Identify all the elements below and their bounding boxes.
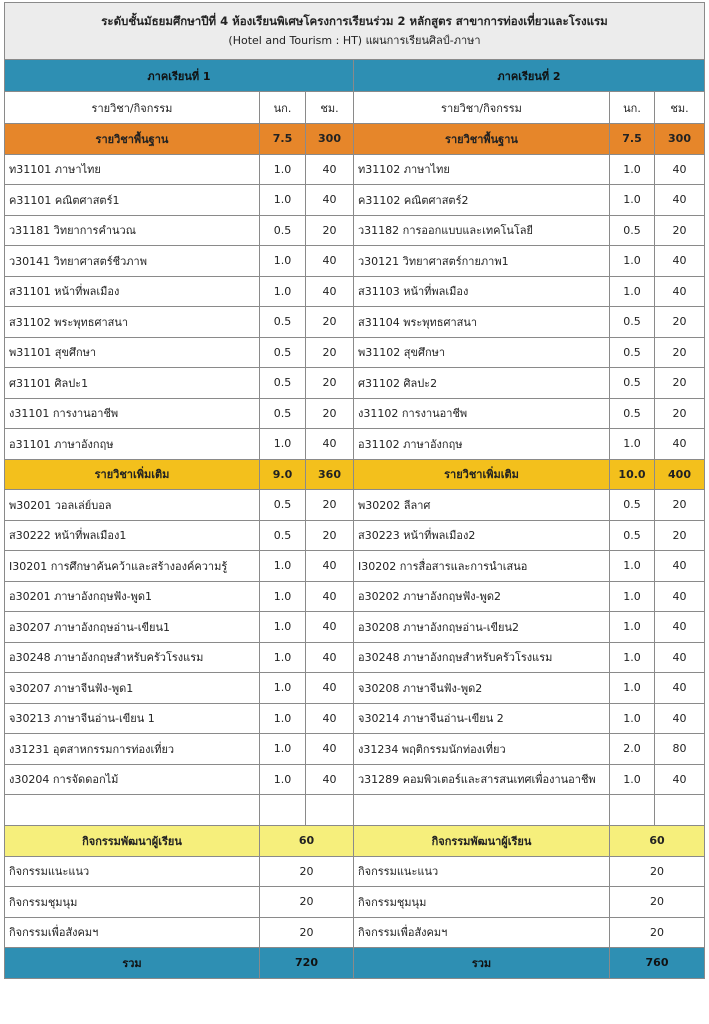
subject-hours: 40 xyxy=(655,185,705,216)
subject-hours: 40 xyxy=(655,764,705,795)
subject-hours: 40 xyxy=(306,642,354,673)
subject-name: I30202 การสื่อสารและการนำเสนอ xyxy=(354,551,610,582)
subject-hours: 40 xyxy=(655,612,705,643)
subject-credits: 1.0 xyxy=(610,703,655,734)
subject-hours: 20 xyxy=(655,490,705,521)
activity-hours: 20 xyxy=(610,917,705,948)
semester-header-row xyxy=(5,60,705,92)
core-credits-s1: 7.5 xyxy=(260,124,306,155)
subject-name: พ31101 สุขศึกษา xyxy=(5,337,260,368)
subject-credits: 0.5 xyxy=(610,368,655,399)
subject-credits: 1.0 xyxy=(260,429,306,460)
subject-name: อ30207 ภาษาอังกฤษอ่าน-เขียน1 xyxy=(5,612,260,643)
subject-credits: 0.5 xyxy=(610,398,655,429)
title-line-2: (Hotel and Tourism : HT) แผนการเรียนศิลป์-ภาษา xyxy=(228,34,481,47)
subject-credits: 2.0 xyxy=(610,734,655,765)
subject-name: ท31102 ภาษาไทย xyxy=(354,154,610,185)
subject-hours: 20 xyxy=(655,368,705,399)
subject-credits: 1.0 xyxy=(260,581,306,612)
curriculum-table xyxy=(4,2,705,979)
table-row xyxy=(5,429,705,460)
table-row xyxy=(5,337,705,368)
subject-name: พ30201 วอลเล่ย์บอล xyxy=(5,490,260,521)
subject-hours: 40 xyxy=(655,642,705,673)
subject-credits: 1.0 xyxy=(610,673,655,704)
s1-subject-header: รายวิชา/กิจกรรม xyxy=(5,92,260,124)
subject-name: จ30214 ภาษาจีนอ่าน-เขียน 2 xyxy=(354,703,610,734)
subject-credits: 1.0 xyxy=(260,276,306,307)
empty-row xyxy=(5,795,705,826)
semester-2-header: ภาคเรียนที่ 2 xyxy=(354,60,705,92)
subject-hours: 20 xyxy=(306,307,354,338)
table-row xyxy=(5,276,705,307)
activity-hours: 20 xyxy=(260,887,354,918)
subject-credits: 1.0 xyxy=(610,551,655,582)
extra-label-s1: รายวิชาเพิ่มเติม xyxy=(5,459,260,490)
subject-hours: 40 xyxy=(306,703,354,734)
total-hours-s2: 760 xyxy=(610,948,705,979)
activity-name: กิจกรรมแนะแนว xyxy=(354,856,610,887)
subject-name: ว30121 วิทยาศาสตร์กายภาพ1 xyxy=(354,246,610,277)
activity-row xyxy=(5,887,705,918)
subject-hours: 40 xyxy=(306,581,354,612)
empty-cell xyxy=(655,795,705,826)
subject-hours: 40 xyxy=(306,185,354,216)
subject-credits: 1.0 xyxy=(610,429,655,460)
subject-name: อ30248 ภาษาอังกฤษสำหรับครัวโรงแรม xyxy=(5,642,260,673)
subject-credits: 1.0 xyxy=(260,551,306,582)
subject-hours: 20 xyxy=(655,520,705,551)
subject-hours: 40 xyxy=(306,429,354,460)
subject-name: พ31102 สุขศึกษา xyxy=(354,337,610,368)
table-row xyxy=(5,734,705,765)
subject-name: ง31231 อุตสาหกรรมการท่องเที่ยว xyxy=(5,734,260,765)
subject-credits: 0.5 xyxy=(610,337,655,368)
subject-hours: 40 xyxy=(306,612,354,643)
subject-credits: 1.0 xyxy=(260,734,306,765)
subject-credits: 1.0 xyxy=(610,276,655,307)
subject-credits: 1.0 xyxy=(260,185,306,216)
activities-label-s2: กิจกรรมพัฒนาผู้เรียน xyxy=(354,826,610,857)
subject-hours: 40 xyxy=(655,276,705,307)
subject-hours: 40 xyxy=(655,429,705,460)
table-row xyxy=(5,215,705,246)
subject-name: ง30204 การจัดดอกไม้ xyxy=(5,764,260,795)
total-hours-s1: 720 xyxy=(260,948,354,979)
core-label-s2: รายวิชาพื้นฐาน xyxy=(354,124,610,155)
table-row xyxy=(5,246,705,277)
subject-credits: 1.0 xyxy=(260,642,306,673)
subject-name: ว31181 วิทยาการคำนวณ xyxy=(5,215,260,246)
subject-name: ค31102 คณิตศาสตร์2 xyxy=(354,185,610,216)
total-row xyxy=(5,948,705,979)
empty-cell xyxy=(306,795,354,826)
empty-cell xyxy=(5,795,260,826)
subject-credits: 1.0 xyxy=(610,185,655,216)
core-label-s1: รายวิชาพื้นฐาน xyxy=(5,124,260,155)
extra-credits-s2: 10.0 xyxy=(610,459,655,490)
subject-hours: 20 xyxy=(655,307,705,338)
subject-credits: 0.5 xyxy=(260,520,306,551)
table-row xyxy=(5,368,705,399)
subject-credits: 0.5 xyxy=(610,520,655,551)
subject-credits: 1.0 xyxy=(260,246,306,277)
subject-hours: 20 xyxy=(655,398,705,429)
subject-hours: 40 xyxy=(655,673,705,704)
subject-name: อ30208 ภาษาอังกฤษอ่าน-เขียน2 xyxy=(354,612,610,643)
subject-hours: 40 xyxy=(306,734,354,765)
subject-name: ว31182 การออกแบบและเทคโนโลยี xyxy=(354,215,610,246)
table-row xyxy=(5,581,705,612)
subject-name: ศ31101 ศิลปะ1 xyxy=(5,368,260,399)
empty-cell xyxy=(610,795,655,826)
title-line-1: ระดับชั้นมัธยมศึกษาปีที่ 4 ห้องเรียนพิเศษโครงการเรียนร่วม 2 หลักสูตร สาขาการท่องเที่ยวและโรงแรม xyxy=(101,14,608,28)
subject-hours: 40 xyxy=(306,154,354,185)
activity-name: กิจกรรมเพื่อสังคมฯ xyxy=(5,917,260,948)
subject-name: อ30202 ภาษาอังกฤษฟัง-พูด2 xyxy=(354,581,610,612)
subject-name: ส31104 พระพุทธศาสนา xyxy=(354,307,610,338)
activity-hours: 20 xyxy=(260,856,354,887)
subject-credits: 1.0 xyxy=(610,246,655,277)
extra-subjects-header xyxy=(5,459,705,490)
subject-credits: 0.5 xyxy=(260,215,306,246)
core-hours-s1: 300 xyxy=(306,124,354,155)
activities-label-s1: กิจกรรมพัฒนาผู้เรียน xyxy=(5,826,260,857)
subject-credits: 1.0 xyxy=(260,703,306,734)
subject-name: ง31101 การงานอาชีพ xyxy=(5,398,260,429)
subject-credits: 1.0 xyxy=(260,673,306,704)
table-row xyxy=(5,673,705,704)
total-label-s1: รวม xyxy=(5,948,260,979)
activity-name: กิจกรรมชุมนุม xyxy=(5,887,260,918)
s2-hours-header: ชม. xyxy=(655,92,705,124)
table-row xyxy=(5,154,705,185)
subject-name: ส30222 หน้าที่พลเมือง1 xyxy=(5,520,260,551)
activity-row xyxy=(5,917,705,948)
subject-hours: 40 xyxy=(306,673,354,704)
subject-name: ง31102 การงานอาชีพ xyxy=(354,398,610,429)
subject-credits: 1.0 xyxy=(610,612,655,643)
activity-row xyxy=(5,856,705,887)
curriculum-sheet xyxy=(4,2,704,979)
subject-name: จ30208 ภาษาจีนฟัง-พูด2 xyxy=(354,673,610,704)
subject-credits: 1.0 xyxy=(610,642,655,673)
subject-name: ส30223 หน้าที่พลเมือง2 xyxy=(354,520,610,551)
subject-name: ส31103 หน้าที่พลเมือง xyxy=(354,276,610,307)
title-row xyxy=(5,3,705,60)
subject-hours: 40 xyxy=(306,764,354,795)
subject-name: อ30201 ภาษาอังกฤษฟัง-พูด1 xyxy=(5,581,260,612)
table-row xyxy=(5,490,705,521)
subject-credits: 0.5 xyxy=(260,368,306,399)
activity-hours: 20 xyxy=(260,917,354,948)
subject-name: อ31102 ภาษาอังกฤษ xyxy=(354,429,610,460)
core-hours-s2: 300 xyxy=(655,124,705,155)
subject-name: อ30248 ภาษาอังกฤษสำหรับครัวโรงแรม xyxy=(354,642,610,673)
subject-credits: 0.5 xyxy=(260,490,306,521)
subject-hours: 40 xyxy=(306,246,354,277)
subject-name: ท31101 ภาษาไทย xyxy=(5,154,260,185)
subject-name: ง31234 พฤติกรรมนักท่องเที่ยว xyxy=(354,734,610,765)
semester-1-header: ภาคเรียนที่ 1 xyxy=(5,60,354,92)
extra-label-s2: รายวิชาเพิ่มเติม xyxy=(354,459,610,490)
subject-credits: 1.0 xyxy=(610,581,655,612)
column-header-row xyxy=(5,92,705,124)
activities-hours-s2: 60 xyxy=(610,826,705,857)
subject-hours: 40 xyxy=(306,551,354,582)
subject-hours: 40 xyxy=(655,154,705,185)
subject-name: ศ31102 ศิลปะ2 xyxy=(354,368,610,399)
subject-name: อ31101 ภาษาอังกฤษ xyxy=(5,429,260,460)
extra-hours-s2: 400 xyxy=(655,459,705,490)
activities-header xyxy=(5,826,705,857)
subject-credits: 0.5 xyxy=(610,307,655,338)
subject-hours: 20 xyxy=(655,337,705,368)
activities-hours-s1: 60 xyxy=(260,826,354,857)
core-credits-s2: 7.5 xyxy=(610,124,655,155)
activity-name: กิจกรรมแนะแนว xyxy=(5,856,260,887)
subject-hours: 20 xyxy=(655,215,705,246)
subject-credits: 1.0 xyxy=(610,154,655,185)
subject-credits: 0.5 xyxy=(610,215,655,246)
subject-hours: 20 xyxy=(306,490,354,521)
table-row xyxy=(5,185,705,216)
s1-credits-header: นก. xyxy=(260,92,306,124)
subject-name: จ30213 ภาษาจีนอ่าน-เขียน 1 xyxy=(5,703,260,734)
subject-credits: 1.0 xyxy=(610,764,655,795)
subject-credits: 0.5 xyxy=(260,307,306,338)
s2-credits-header: นก. xyxy=(610,92,655,124)
table-row xyxy=(5,551,705,582)
subject-hours: 40 xyxy=(655,581,705,612)
subject-credits: 0.5 xyxy=(260,398,306,429)
subject-hours: 20 xyxy=(306,398,354,429)
subject-name: จ30207 ภาษาจีนฟัง-พูด1 xyxy=(5,673,260,704)
subject-hours: 20 xyxy=(306,520,354,551)
subject-credits: 1.0 xyxy=(260,764,306,795)
subject-name: ว30141 วิทยาศาสตร์ชีวภาพ xyxy=(5,246,260,277)
table-row xyxy=(5,307,705,338)
table-row xyxy=(5,612,705,643)
table-row xyxy=(5,398,705,429)
subject-credits: 0.5 xyxy=(260,337,306,368)
subject-credits: 1.0 xyxy=(260,612,306,643)
activity-name: กิจกรรมชุมนุม xyxy=(354,887,610,918)
total-label-s2: รวม xyxy=(354,948,610,979)
table-row xyxy=(5,642,705,673)
subject-name: ส31102 พระพุทธศาสนา xyxy=(5,307,260,338)
subject-credits: 1.0 xyxy=(260,154,306,185)
subject-hours: 80 xyxy=(655,734,705,765)
table-title xyxy=(5,3,705,60)
extra-credits-s1: 9.0 xyxy=(260,459,306,490)
extra-hours-s1: 360 xyxy=(306,459,354,490)
subject-hours: 20 xyxy=(306,368,354,399)
table-row xyxy=(5,764,705,795)
empty-cell xyxy=(354,795,610,826)
table-row xyxy=(5,520,705,551)
subject-hours: 40 xyxy=(655,551,705,582)
core-subjects-header xyxy=(5,124,705,155)
table-row xyxy=(5,703,705,734)
subject-hours: 40 xyxy=(655,246,705,277)
subject-name: ค31101 คณิตศาสตร์1 xyxy=(5,185,260,216)
subject-credits: 0.5 xyxy=(610,490,655,521)
activity-hours: 20 xyxy=(610,856,705,887)
s2-subject-header: รายวิชา/กิจกรรม xyxy=(354,92,610,124)
subject-hours: 40 xyxy=(655,703,705,734)
subject-hours: 20 xyxy=(306,337,354,368)
subject-name: ว31289 คอมพิวเตอร์และสารสนเทศเพื่องานอาชีพ xyxy=(354,764,610,795)
subject-name: ส31101 หน้าที่พลเมือง xyxy=(5,276,260,307)
s1-hours-header: ชม. xyxy=(306,92,354,124)
activity-hours: 20 xyxy=(610,887,705,918)
empty-cell xyxy=(260,795,306,826)
subject-name: I30201 การศึกษาค้นคว้าและสร้างองค์ความรู้ xyxy=(5,551,260,582)
subject-name: พ30202 ลีลาศ xyxy=(354,490,610,521)
subject-hours: 40 xyxy=(306,276,354,307)
activity-name: กิจกรรมเพื่อสังคมฯ xyxy=(354,917,610,948)
subject-hours: 20 xyxy=(306,215,354,246)
